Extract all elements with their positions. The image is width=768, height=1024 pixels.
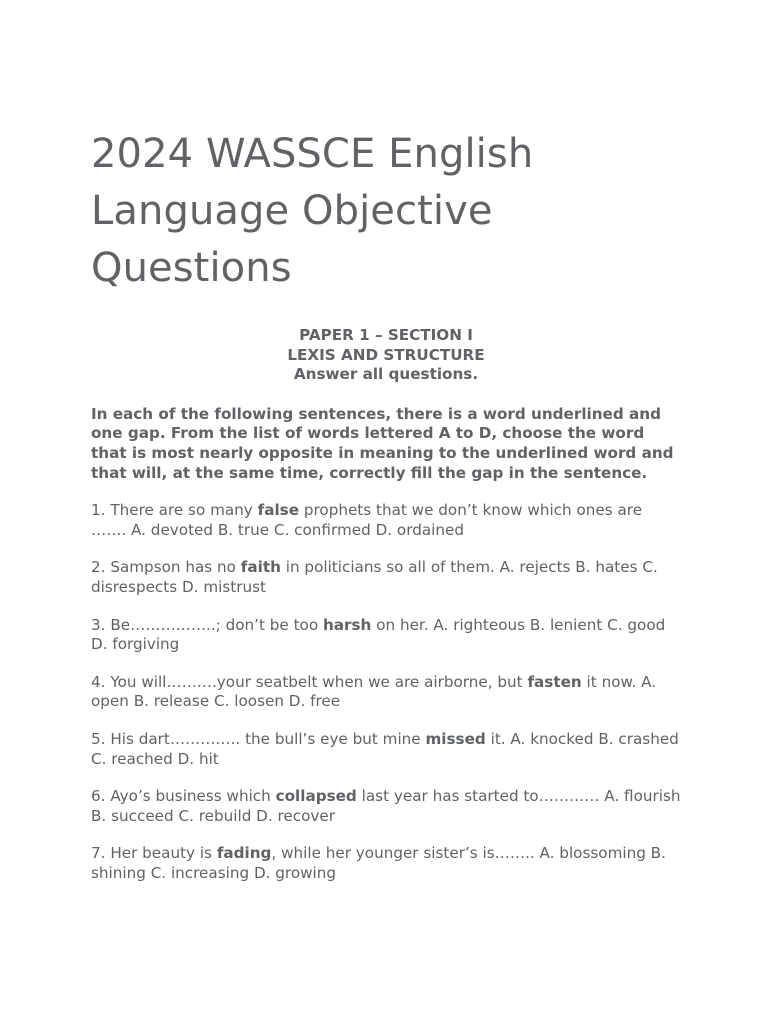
question-options: it. A. knocked B. crashed C. reached D. hit bbox=[91, 729, 679, 768]
question-item bbox=[91, 673, 681, 712]
instructions: In each of the following sentences, there is a word underlined and one gap. From the list of words lettered A to D, choose the word that is most nearly opposite in meaning to the underlined word and that will, at the same time, correctly fill the gap in the sentence. bbox=[91, 404, 674, 482]
question-item bbox=[91, 616, 681, 655]
question-text: 4. You will……….your seatbelt when we are airborne, but bbox=[91, 672, 528, 691]
question-text: 3. Be……………..; don’t be too bbox=[91, 615, 323, 634]
question-options: in politicians so all of them. A. rejects B. hates C. disrespects D. mistrust bbox=[91, 558, 658, 596]
question-options: , while her younger sister’s is…….. A. blossoming B. shining C. increasing D. growing bbox=[91, 844, 666, 882]
directive-label: Answer all questions. bbox=[293, 365, 479, 384]
document-page bbox=[91, 126, 681, 883]
question-options: last year has started to………… A. flourish B. succeed C. rebuild D. recover bbox=[91, 787, 681, 825]
question-item bbox=[91, 787, 681, 826]
question-keyword: faith bbox=[240, 558, 281, 577]
question-keyword: false bbox=[257, 501, 300, 520]
question-item bbox=[91, 501, 681, 540]
question-keyword: harsh bbox=[322, 615, 372, 634]
question-text: 7. Her beauty is bbox=[91, 844, 217, 863]
question-options: it now. A. open B. release C. loosen D. free bbox=[91, 672, 657, 711]
question-text: 5. His dart………….. the bull’s eye but mine bbox=[91, 729, 426, 748]
question-keyword: collapsed bbox=[275, 787, 357, 806]
paper-label: PAPER 1 – SECTION I bbox=[299, 326, 473, 344]
section-heading bbox=[91, 326, 681, 385]
question-item bbox=[91, 730, 681, 769]
question-text: 1. There are so many bbox=[91, 501, 258, 520]
question-text: 2. Sampson has no bbox=[91, 558, 241, 577]
question-item bbox=[91, 558, 681, 597]
question-text: 6. Ayo’s business which bbox=[91, 787, 276, 806]
question-keyword: fading bbox=[216, 844, 272, 863]
question-list bbox=[91, 501, 681, 883]
question-keyword: missed bbox=[425, 729, 486, 748]
section-label: LEXIS AND STRUCTURE bbox=[287, 345, 485, 364]
question-options: on her. A. righteous B. lenient C. good D. forgiving bbox=[91, 615, 666, 654]
question-options: prophets that we don’t know which ones are ……. A. devoted B. true C. confirmed D. ordained bbox=[91, 501, 643, 539]
page-title: 2024 WASSCE English Language Objective Questions bbox=[91, 131, 534, 291]
question-keyword: fasten bbox=[527, 672, 582, 691]
question-item bbox=[91, 844, 681, 883]
